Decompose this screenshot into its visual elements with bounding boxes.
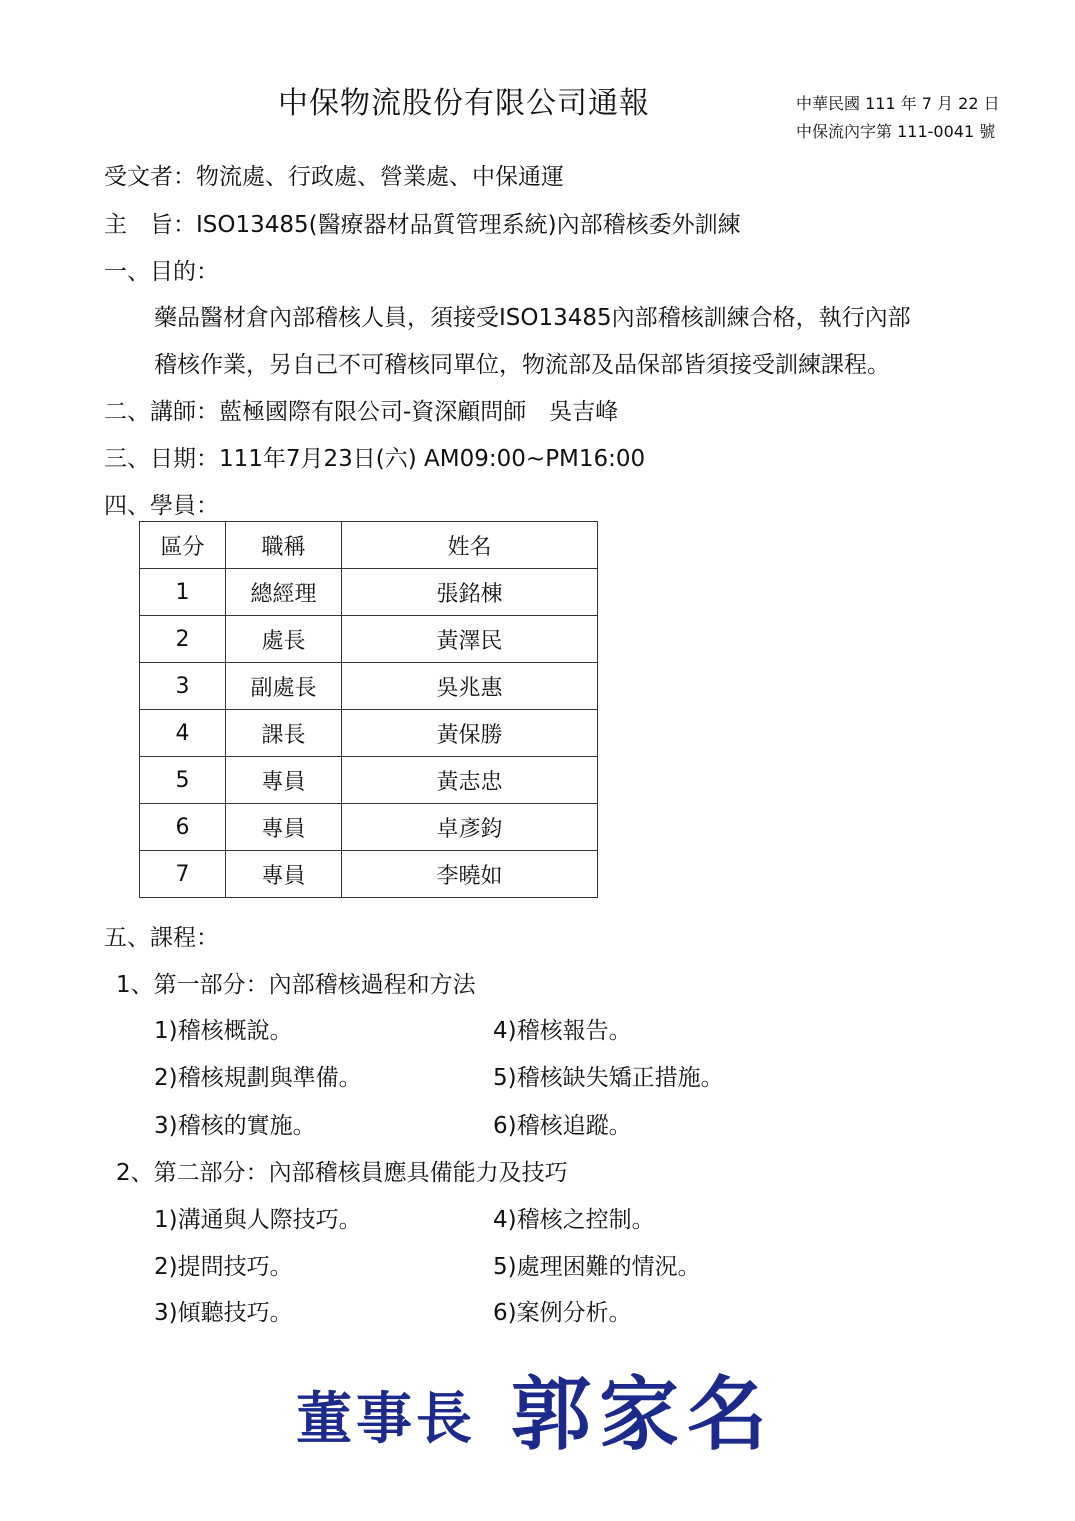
- course-part-1-title: 1、第一部分：內部稽核過程和方法: [116, 972, 476, 998]
- table-row: [140, 569, 598, 616]
- course-item: 3)傾聽技巧。: [154, 1300, 293, 1326]
- table-row: [140, 804, 598, 851]
- course-item: 6)案例分析。: [493, 1300, 632, 1326]
- table-row: [140, 710, 598, 757]
- course-item: 4)稽核報告。: [493, 1018, 632, 1044]
- table-cell: 2: [140, 616, 226, 663]
- table-cell: 6: [140, 804, 226, 851]
- course-item: 2)提問技巧。: [154, 1254, 293, 1280]
- table-cell: 黃澤民: [342, 616, 598, 663]
- table-header-row: [140, 522, 598, 569]
- signature-name: 郭家名: [511, 1367, 775, 1461]
- table-cell: 張銘棟: [342, 569, 598, 616]
- table-cell: 5: [140, 757, 226, 804]
- document-title: 中保物流股份有限公司通報: [278, 86, 650, 121]
- purpose-line-1: 藥品醫材倉內部稽核人員，須接受ISO13485內部稽核訓練合格，執行內部: [154, 305, 911, 331]
- course-item: 2)稽核規劃與準備。: [154, 1065, 362, 1091]
- table-cell: 4: [140, 710, 226, 757]
- course-item: 6)稽核追蹤。: [493, 1113, 632, 1139]
- table-cell: 課長: [226, 710, 342, 757]
- table-cell: 卓彥鈞: [342, 804, 598, 851]
- column-header: 姓名: [342, 522, 598, 569]
- purpose-line-2: 稽核作業，另自己不可稽核同單位，物流部及品保部皆須接受訓練課程。: [154, 352, 890, 378]
- issue-date: 中華民國 111 年 7 月 22 日: [796, 94, 1000, 113]
- table-cell: 副處長: [226, 663, 342, 710]
- course-item: 1)溝通與人際技巧。: [154, 1207, 362, 1233]
- recipients: 受文者：物流處、行政處、營業處、中保通運: [104, 164, 564, 190]
- signature-role: 董事長: [296, 1386, 476, 1452]
- table-cell: 7: [140, 851, 226, 898]
- table-cell: 3: [140, 663, 226, 710]
- table-cell: 總經理: [226, 569, 342, 616]
- table-row: [140, 616, 598, 663]
- signature-graphic: [286, 1350, 776, 1465]
- course-item: 5)稽核缺失矯正措施。: [493, 1065, 724, 1091]
- training-date: 三、日期：111年7月23日(六) AM09:00~PM16:00: [104, 446, 646, 472]
- table-cell: 黃保勝: [342, 710, 598, 757]
- attendees-table: [139, 521, 598, 898]
- table-row: [140, 851, 598, 898]
- table-cell: 吳兆惠: [342, 663, 598, 710]
- table-cell: 專員: [226, 804, 342, 851]
- table-cell: 李曉如: [342, 851, 598, 898]
- course-item: 3)稽核的實施。: [154, 1113, 316, 1139]
- table-cell: 專員: [226, 757, 342, 804]
- column-header: 職稱: [226, 522, 342, 569]
- course-part-2-title: 2、第二部分：內部稽核員應具備能力及技巧: [116, 1160, 568, 1186]
- subject: 主 旨：ISO13485(醫療器材品質管理系統)內部稽核委外訓練: [104, 212, 741, 238]
- column-header: 區分: [140, 522, 226, 569]
- attendees-heading: 四、學員：: [104, 493, 219, 519]
- course-item: 1)稽核概說。: [154, 1018, 293, 1044]
- reference-number: 中保流內字第 111-0041 號: [796, 122, 996, 141]
- chairman-signature-stamp: [286, 1350, 776, 1465]
- instructor: 二、講師：藍極國際有限公司-資深顧問師 吳吉峰: [104, 399, 619, 425]
- course-item: 4)稽核之控制。: [493, 1207, 655, 1233]
- table-cell: 處長: [226, 616, 342, 663]
- purpose-heading: 一、目的：: [104, 259, 219, 285]
- course-item: 5)處理困難的情況。: [493, 1254, 701, 1280]
- table-row: [140, 663, 598, 710]
- table-cell: 黃志忠: [342, 757, 598, 804]
- table-row: [140, 757, 598, 804]
- course-heading: 五、課程：: [104, 925, 219, 951]
- table-cell: 專員: [226, 851, 342, 898]
- table-cell: 1: [140, 569, 226, 616]
